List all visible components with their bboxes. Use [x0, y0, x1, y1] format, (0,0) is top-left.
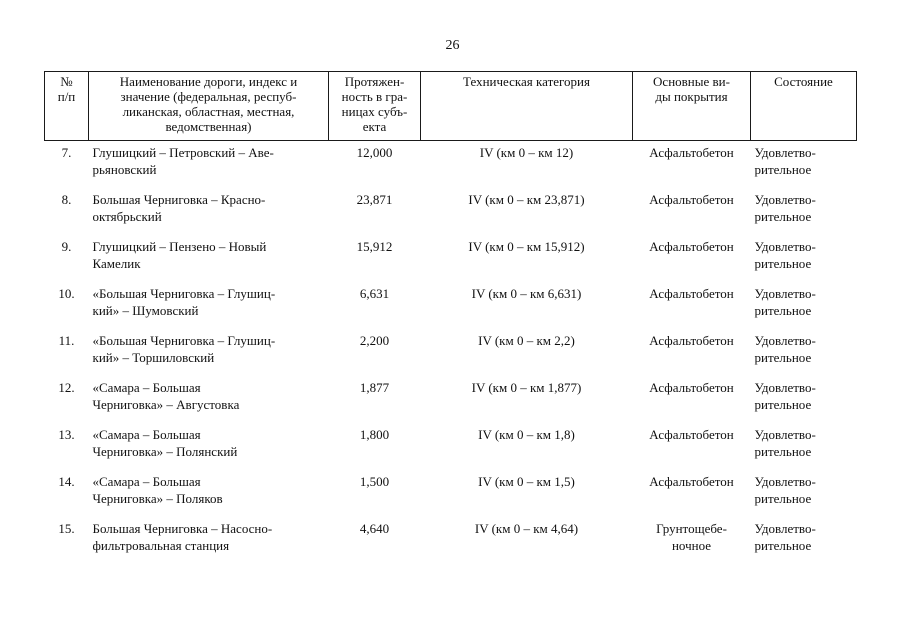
road-state-line: рительное [754, 538, 812, 553]
road-state [751, 517, 857, 564]
tech-category-text: IV (км 0 – км 6,631) [471, 286, 582, 301]
road-length-text: 1,800 [359, 427, 390, 442]
header-length-line: ность в гра- [341, 89, 408, 104]
road-state-line: Удовлетво- [754, 474, 816, 489]
road-length-text: 4,640 [359, 521, 390, 536]
cover-type [633, 235, 751, 282]
header-state [751, 72, 857, 141]
table-header [45, 72, 857, 141]
page-number: 26 [445, 38, 460, 53]
cover-type-line: Асфальтобетон [649, 192, 734, 207]
road-state-line: Удовлетво- [754, 380, 816, 395]
road-name-line: Большая Черниговка – Красно- [92, 192, 266, 207]
road-name [89, 282, 329, 329]
road-state-line: рительное [754, 209, 812, 224]
header-row [45, 72, 857, 141]
tech-category-text: IV (км 0 – км 1,877) [471, 380, 582, 395]
road-name-line: Глушицкий – Петровский – Аве- [92, 145, 274, 160]
row-number-text: 14. [58, 474, 75, 489]
tech-category-text: IV (км 0 – км 2,2) [478, 333, 575, 348]
road-state [751, 141, 857, 189]
road-state-line: Удовлетво- [754, 239, 816, 254]
header-num-line: п/п [57, 89, 76, 104]
road-name-line: кий» – Торшиловский [92, 350, 215, 365]
table-row [45, 282, 857, 329]
table-row [45, 188, 857, 235]
table-row [45, 423, 857, 470]
cover-type-line: Асфальтобетон [649, 286, 734, 301]
row-number-text: 10. [58, 286, 75, 301]
road-state-line: Удовлетво- [754, 521, 816, 536]
row-number-text: 12. [58, 380, 75, 395]
row-number [45, 423, 89, 470]
road-name-line: «Самара – Большая [92, 380, 201, 395]
cover-type [633, 376, 751, 423]
header-cover-type-line: Основные ви- [653, 74, 730, 89]
row-number [45, 376, 89, 423]
road-state-line: рительное [754, 162, 812, 177]
road-name-line: «Самара – Большая [92, 474, 201, 489]
road-name-line: Большая Черниговка – Насосно- [92, 521, 273, 536]
table-row [45, 141, 857, 189]
road-name-line: октябрьский [92, 209, 162, 224]
tech-category [421, 470, 633, 517]
header-road-name-line: ликанская, областная, местная, [122, 104, 295, 119]
tech-category-text: IV (км 0 – км 1,5) [478, 474, 575, 489]
road-name [89, 188, 329, 235]
row-number-text: 15. [58, 521, 75, 536]
tech-category-text: IV (км 0 – км 15,912) [468, 239, 585, 254]
road-state-line: Удовлетво- [754, 427, 816, 442]
row-number-text: 8. [61, 192, 72, 207]
header-num [45, 72, 89, 141]
row-number-text: 7. [61, 145, 72, 160]
row-number [45, 235, 89, 282]
road-name [89, 235, 329, 282]
road-state-line: Удовлетво- [754, 145, 816, 160]
road-state [751, 376, 857, 423]
cover-type [633, 423, 751, 470]
cover-type [633, 329, 751, 376]
road-state-line: рительное [754, 491, 812, 506]
cover-type-line: Асфальтобетон [649, 380, 734, 395]
header-cover-type [633, 72, 751, 141]
road-name-line: «Большая Черниговка – Глушиц- [92, 286, 276, 301]
tech-category-text: IV (км 0 – км 23,871) [468, 192, 585, 207]
road-name [89, 423, 329, 470]
road-length-text: 12,000 [356, 145, 393, 160]
road-state-line: рительное [754, 397, 812, 412]
road-length [329, 470, 421, 517]
tech-category-text: IV (км 0 – км 1,8) [478, 427, 575, 442]
road-name-line: Черниговка» – Поляков [92, 491, 223, 506]
tech-category [421, 329, 633, 376]
road-length [329, 376, 421, 423]
cover-type [633, 470, 751, 517]
header-num-line: № [60, 74, 73, 89]
tech-category [421, 376, 633, 423]
tech-category [421, 188, 633, 235]
road-length-text: 1,877 [359, 380, 390, 395]
road-state [751, 282, 857, 329]
cover-type [633, 141, 751, 189]
row-number [45, 188, 89, 235]
road-state-line: Удовлетво- [754, 333, 816, 348]
road-length-text: 1,500 [359, 474, 390, 489]
row-number [45, 329, 89, 376]
road-name-line: «Большая Черниговка – Глушиц- [92, 333, 276, 348]
road-name-line: Глушицкий – Пензено – Новый [92, 239, 267, 254]
roads-table [44, 71, 857, 564]
tech-category [421, 423, 633, 470]
road-name [89, 376, 329, 423]
cover-type [633, 282, 751, 329]
header-length [329, 72, 421, 141]
cover-type-line: Асфальтобетон [649, 474, 734, 489]
table-row [45, 517, 857, 564]
cover-type-line: Асфальтобетон [649, 333, 734, 348]
road-length [329, 282, 421, 329]
road-state [751, 235, 857, 282]
cover-type [633, 188, 751, 235]
road-length [329, 235, 421, 282]
road-state [751, 470, 857, 517]
table-row [45, 329, 857, 376]
road-length-text: 23,871 [356, 192, 393, 207]
road-state-line: рительное [754, 303, 812, 318]
road-state-line: Удовлетво- [754, 192, 816, 207]
header-length-line: ницах субъ- [341, 104, 408, 119]
cover-type-line: Асфальтобетон [649, 427, 734, 442]
road-state-line: Удовлетво- [754, 286, 816, 301]
tech-category [421, 235, 633, 282]
row-number [45, 470, 89, 517]
road-state-line: рительное [754, 256, 812, 271]
road-name [89, 517, 329, 564]
header-tech-category [421, 72, 633, 141]
row-number-text: 13. [58, 427, 75, 442]
table-row [45, 235, 857, 282]
road-length [329, 423, 421, 470]
table-row [45, 470, 857, 517]
cover-type-line: Асфальтобетон [649, 145, 734, 160]
cover-type-line: Грунтощебе- [656, 521, 727, 536]
tech-category [421, 517, 633, 564]
row-number-text: 9. [61, 239, 72, 254]
road-length [329, 141, 421, 189]
road-length-text: 6,631 [359, 286, 390, 301]
row-number-text: 11. [58, 333, 75, 348]
header-road-name-line: ведомственная) [165, 119, 252, 134]
tech-category-text: IV (км 0 – км 4,64) [474, 521, 579, 536]
tech-category [421, 141, 633, 189]
road-state-line: рительное [754, 444, 812, 459]
header-tech-category-line: Техническая категория [463, 74, 590, 89]
tech-category [421, 282, 633, 329]
road-name [89, 329, 329, 376]
road-name [89, 141, 329, 189]
road-state [751, 188, 857, 235]
tech-category-text: IV (км 0 – км 12) [479, 145, 574, 160]
road-length-text: 15,912 [356, 239, 393, 254]
road-length [329, 188, 421, 235]
road-state [751, 329, 857, 376]
header-road-name-line: значение (федеральная, респуб- [120, 89, 297, 104]
road-name-line: Черниговка» – Августовка [92, 397, 240, 412]
table-row [45, 376, 857, 423]
cover-type-line: ночное [671, 538, 712, 553]
road-name-line: Камелик [92, 256, 141, 271]
header-length-line: Протяжен- [344, 74, 405, 89]
road-name [89, 470, 329, 517]
road-name-line: «Самара – Большая [92, 427, 201, 442]
header-state-line: Состояние [774, 74, 833, 89]
row-number [45, 282, 89, 329]
road-name-line: рьяновский [92, 162, 157, 177]
header-length-line: екта [362, 119, 387, 134]
road-length-text: 2,200 [359, 333, 390, 348]
cover-type [633, 517, 751, 564]
road-state-line: рительное [754, 350, 812, 365]
road-state [751, 423, 857, 470]
road-length [329, 329, 421, 376]
row-number [45, 517, 89, 564]
cover-type-line: Асфальтобетон [649, 239, 734, 254]
table-body [45, 141, 857, 565]
road-length [329, 517, 421, 564]
header-road-name-line: Наименование дороги, индекс и [119, 74, 298, 89]
row-number [45, 141, 89, 189]
road-name-line: Черниговка» – Полянский [92, 444, 238, 459]
header-cover-type-line: ды покрытия [655, 89, 728, 104]
road-name-line: фильтровальная станция [92, 538, 230, 553]
road-name-line: кий» – Шумовский [92, 303, 199, 318]
header-road-name [89, 72, 329, 141]
